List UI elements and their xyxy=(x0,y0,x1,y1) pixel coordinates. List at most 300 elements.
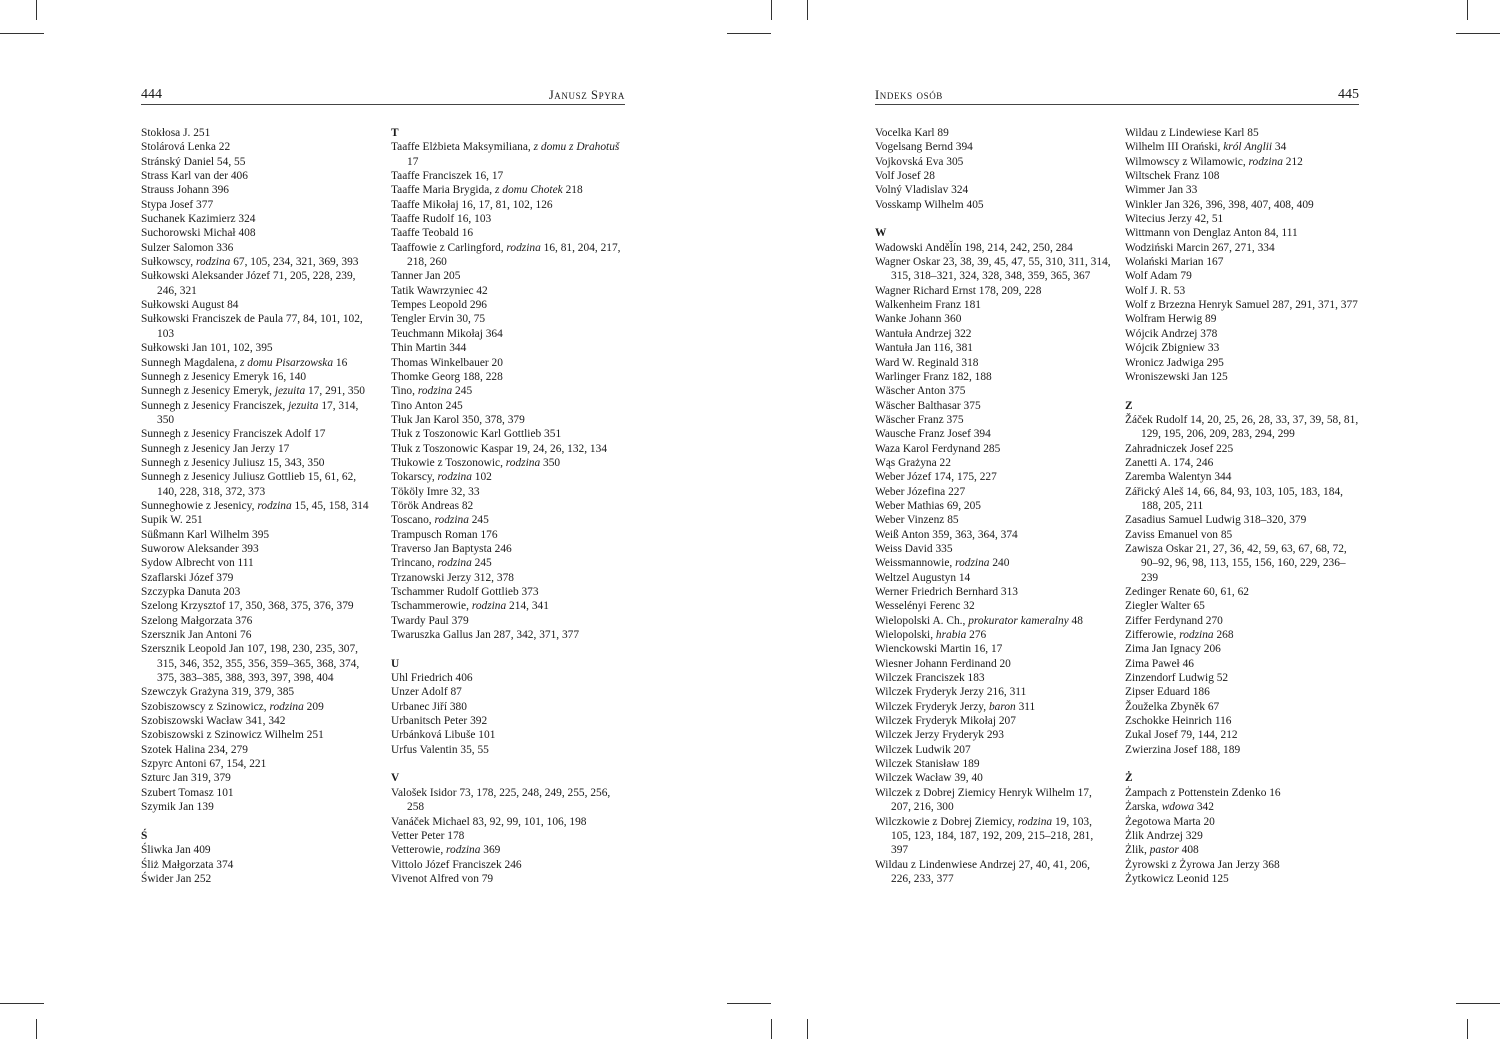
index-entry xyxy=(1125,155,1361,169)
entry-note: rodzina xyxy=(434,514,469,527)
entry-name: Sulzer Salomon 336 xyxy=(141,241,234,254)
entry-name: Vetterowie, xyxy=(391,844,447,857)
crop-mark xyxy=(807,1019,808,1039)
index-entry xyxy=(1125,542,1361,585)
index-entry xyxy=(1125,442,1361,456)
entry-name: Tököly Imre 32, 33 xyxy=(391,485,480,498)
index-entry xyxy=(1125,800,1361,814)
entry-name: Zářický Aleš 14, 66, 84, 93, 103, 105, 183, 184, 188, 205, 211 xyxy=(1125,485,1343,512)
entry-name: Weiss David 335 xyxy=(875,542,953,555)
index-entry xyxy=(141,312,377,341)
entry-name: Szaflarski Józef 379 xyxy=(141,571,234,584)
entry-name: Sunnegh z Jesenicy Emeryk 16, 140 xyxy=(141,370,307,383)
index-entry xyxy=(875,599,1111,613)
index-entry xyxy=(875,728,1111,742)
entry-name: Wielopolski, xyxy=(875,629,936,642)
index-entry xyxy=(391,399,627,413)
index-entry xyxy=(141,470,377,499)
index-entry xyxy=(391,470,627,484)
entry-name: Vivenot Alfred von 79 xyxy=(391,872,494,885)
entry-name: Wäscher Anton 375 xyxy=(875,385,966,398)
entry-name: Świder Jan 252 xyxy=(141,872,212,885)
entry-note: jezuita xyxy=(288,399,319,412)
index-entry xyxy=(1125,169,1361,183)
entry-name: Suchanek Kazimierz 324 xyxy=(141,213,256,226)
entry-name: Wesselényi Ferenc 32 xyxy=(875,600,975,613)
entry-name: Wilczek z Dobrej Ziemicy Henryk Wilhelm 17, 207, 216, 300 xyxy=(875,786,1092,814)
index-entry xyxy=(1125,241,1361,255)
entry-name: Thomke Georg 188, 228 xyxy=(391,370,503,383)
index-entry xyxy=(141,542,377,556)
section-letter: W xyxy=(875,227,887,240)
entry-name: Tanner Jan 205 xyxy=(391,270,461,283)
index-entry xyxy=(875,614,1111,628)
entry-name: Vanáček Michael 83, 92, 99, 101, 106, 198 xyxy=(391,815,587,828)
index-entry xyxy=(1125,312,1361,326)
entry-name: Twaruszka Gallus Jan 287, 342, 371, 377 xyxy=(391,629,580,642)
index-entry xyxy=(875,241,1111,255)
entry-note: rodzina xyxy=(437,471,472,484)
index-entry xyxy=(875,255,1111,284)
section-letter: U xyxy=(391,657,400,670)
entry-name: Szersznik Leopold Jan 107, 198, 230, 235, 307, 315, 346, 352, 355, 356, 359–365, 368, 374, 375, 383–385, 388, 393, 397, 398, 404 xyxy=(141,643,360,685)
entry-name: Sunnegh z Jesenicy Emeryk, xyxy=(141,385,275,398)
index-entry xyxy=(141,614,377,628)
index-column-3 xyxy=(875,126,1111,886)
entry-name: Urbanec Jiří 380 xyxy=(391,700,467,713)
entry-name: Szczypka Danuta 203 xyxy=(141,586,241,598)
index-entry xyxy=(875,528,1111,542)
entry-note: rodzina xyxy=(506,241,541,254)
index-entry xyxy=(391,456,627,470)
index-entry xyxy=(391,542,627,556)
entry-name: Urfus Valentin 35, 55 xyxy=(391,743,489,756)
entry-name: Stolárová Lenka 22 xyxy=(141,141,231,154)
crop-mark xyxy=(0,1003,44,1004)
index-entry xyxy=(391,241,627,270)
entry-name: Zawisza Oskar 21, 27, 36, 42, 59, 63, 67, 68, 72, 90–92, 96, 98, 113, 155, 156, 160, 229, 236–239 xyxy=(1125,542,1347,584)
index-entry xyxy=(1125,356,1361,370)
entry-note: rodzina xyxy=(446,844,481,857)
index-entry xyxy=(391,714,627,728)
index-entry xyxy=(875,155,1111,169)
index-entry xyxy=(1125,614,1361,628)
index-entry xyxy=(1125,628,1361,642)
entry-pages: 350 xyxy=(540,456,561,469)
index-entry xyxy=(141,728,377,742)
entry-note: baron xyxy=(988,700,1016,713)
entry-name: Wójcik Zbigniew 33 xyxy=(1125,342,1220,355)
index-entry xyxy=(141,169,377,183)
section-letter: Z xyxy=(1125,399,1133,412)
entry-note: rodzina xyxy=(195,256,231,269)
index-entry xyxy=(141,743,377,757)
entry-name: Sunneghowie z Jesenicy, xyxy=(141,499,258,512)
entry-name: Urbánková Libuše 101 xyxy=(391,729,496,742)
section-letter: T xyxy=(391,127,399,139)
index-column-2 xyxy=(391,126,627,886)
left-running-head xyxy=(141,86,625,105)
index-entry xyxy=(141,298,377,312)
index-entry xyxy=(875,126,1111,140)
entry-name: Wolfram Herwig 89 xyxy=(1125,313,1217,326)
entry-pages: 17, 291, 350 xyxy=(305,385,365,398)
index-entry xyxy=(141,399,377,428)
index-entry xyxy=(875,284,1111,298)
index-entry xyxy=(391,743,627,757)
entry-name: Wilczek Fryderyk Mikołaj 207 xyxy=(875,715,1016,728)
index-entry xyxy=(1125,743,1361,757)
index-entry xyxy=(391,140,627,169)
entry-name: Žouželka Zbyněk 67 xyxy=(1125,700,1220,713)
index-entry xyxy=(141,140,377,154)
entry-name: Sunnegh z Jesenicy Franciszek Adolf 17 xyxy=(141,428,326,441)
entry-pages: 19, 103, 105, 123, 184, 187, 192, 209, 215–218, 281, 397 xyxy=(891,815,1094,857)
entry-name: Tokarscy, xyxy=(391,471,438,484)
entry-name: Toscano, xyxy=(391,514,435,527)
entry-pages: 15, 45, 158, 314 xyxy=(291,499,369,512)
index-entry xyxy=(1125,700,1361,714)
entry-name: Wielopolski A. Ch., xyxy=(875,614,969,627)
index-entry xyxy=(875,757,1111,771)
entry-name: Zedinger Renate 60, 61, 62 xyxy=(1125,586,1249,598)
index-entry xyxy=(141,198,377,212)
entry-name: Ward W. Reginald 318 xyxy=(875,356,979,369)
index-entry xyxy=(391,528,627,542)
entry-name: Süßmann Karl Wilhelm 395 xyxy=(141,528,270,541)
entry-name: Weber Józefina 227 xyxy=(875,485,966,498)
index-entry xyxy=(875,169,1111,183)
entry-name: Weltzel Augustyn 14 xyxy=(875,571,971,584)
entry-name: Żyrowski z Żyrowa Jan Jerzy 368 xyxy=(1125,858,1280,871)
index-entry xyxy=(141,628,377,642)
entry-pages: 369 xyxy=(480,844,501,857)
index-entry xyxy=(391,269,627,283)
index-entry xyxy=(141,384,377,398)
entry-name: Tempes Leopold 296 xyxy=(391,299,488,312)
entry-name: Walkenheim Franz 181 xyxy=(875,299,981,312)
index-entry xyxy=(875,858,1111,887)
index-entry xyxy=(1125,728,1361,742)
entry-name: Weber Mathias 69, 205 xyxy=(875,499,982,512)
entry-pages: 16 xyxy=(333,356,348,369)
entry-pages: 218 xyxy=(562,184,583,197)
entry-name: Teuchmann Mikołaj 364 xyxy=(391,327,503,340)
entry-name: Tłukowie z Toszonowic, xyxy=(391,456,506,469)
entry-note: z domu Pisarzowska xyxy=(240,356,334,369)
entry-name: Zinzendorf Ludwig 52 xyxy=(1125,672,1229,685)
entry-name: Zanetti A. 174, 246 xyxy=(1125,456,1214,469)
entry-name: Zaremba Walentyn 344 xyxy=(1125,471,1232,484)
index-entry xyxy=(141,183,377,197)
index-entry xyxy=(391,370,627,384)
index-entry xyxy=(875,427,1111,441)
index-entry xyxy=(1125,671,1361,685)
index-entry xyxy=(141,843,377,857)
index-entry xyxy=(141,757,377,771)
right-page-number: 445 xyxy=(1338,87,1359,102)
entry-name: Volf Josef 28 xyxy=(875,170,935,183)
entry-note: prokurator kameralny xyxy=(968,614,1069,627)
entry-name: Zasadius Samuel Ludwig 318–320, 379 xyxy=(1125,514,1307,527)
entry-name: Weber Vinzenz 85 xyxy=(875,514,959,527)
entry-pages: 245 xyxy=(468,514,489,527)
index-entry xyxy=(875,456,1111,470)
left-page-number: 444 xyxy=(141,87,162,102)
entry-name: Stokłosa J. 251 xyxy=(141,127,211,139)
index-entry xyxy=(141,126,377,140)
index-entry xyxy=(875,743,1111,757)
entry-name: Supik W. 251 xyxy=(141,514,203,527)
section-letter: Ś xyxy=(141,829,148,842)
index-entry xyxy=(1125,815,1361,829)
entry-name: Trampusch Roman 176 xyxy=(391,528,498,541)
entry-name: Unzer Adolf 87 xyxy=(391,686,462,699)
entry-name: Weiß Anton 359, 363, 364, 374 xyxy=(875,528,1018,541)
entry-name: Sunnegh z Jesenicy Jan Jerzy 17 xyxy=(141,442,290,455)
crop-mark xyxy=(1467,1019,1468,1039)
entry-name: Szelong Krzysztof 17, 350, 368, 375, 376, 379 xyxy=(141,600,354,613)
index-entry xyxy=(141,872,377,886)
entry-note: jezuita xyxy=(274,385,306,398)
entry-name: Szpyrc Antoni 67, 154, 221 xyxy=(141,758,267,771)
index-entry xyxy=(391,183,627,197)
entry-note: z domu z Drahotuš xyxy=(533,141,620,154)
entry-name: Zwierzina Josef 188, 189 xyxy=(1125,743,1241,756)
index-entry xyxy=(141,642,377,685)
index-entry xyxy=(1125,255,1361,269)
entry-name: Wittmann von Denglaz Anton 84, 111 xyxy=(1125,227,1298,240)
entry-name: Valošek Isidor 73, 178, 225, 248, 249, 255, 256, 258 xyxy=(391,786,611,814)
index-entry xyxy=(1125,226,1361,240)
entry-name: Taaffe Rudolf 16, 103 xyxy=(391,213,492,226)
index-entry xyxy=(875,499,1111,513)
index-entry xyxy=(391,384,627,398)
index-entry xyxy=(141,786,377,800)
entry-note: rodzina xyxy=(417,385,453,398)
crop-mark xyxy=(771,1019,772,1039)
entry-note: rodzina xyxy=(437,557,472,570)
entry-name: Taaffowie z Carlingford, xyxy=(391,241,507,254)
index-column-4 xyxy=(1125,126,1361,886)
crop-mark xyxy=(727,1003,771,1004)
entry-name: Wildau z Lindewiese Karl 85 xyxy=(1125,127,1259,139)
index-entry xyxy=(391,700,627,714)
index-entry xyxy=(141,356,377,370)
crop-mark xyxy=(771,0,772,20)
entry-name: Śliż Małgorzata 374 xyxy=(141,858,234,871)
index-entry xyxy=(875,556,1111,570)
index-entry xyxy=(875,470,1111,484)
index-entry xyxy=(391,212,627,226)
index-entry xyxy=(141,800,377,814)
entry-name: Zipser Eduard 186 xyxy=(1125,686,1210,699)
entry-name: Wąs Grażyna 22 xyxy=(875,456,951,469)
entry-pages: 268 xyxy=(1213,629,1234,642)
entry-name: Sunnegh z Jesenicy Juliusz 15, 343, 350 xyxy=(141,456,325,469)
crop-mark xyxy=(1456,1003,1500,1004)
index-entry xyxy=(1125,528,1361,542)
entry-name: Tino, xyxy=(391,385,418,398)
entry-name: Szobiszowscy z Szinowicz, xyxy=(141,700,270,713)
entry-name: Strauss Johann 396 xyxy=(141,184,229,197)
index-entry xyxy=(391,499,627,513)
entry-note: rodzina xyxy=(955,557,990,570)
index-entry xyxy=(141,599,377,613)
entry-name: Tengler Ervin 30, 75 xyxy=(391,313,486,326)
entry-name: Wilczek Franciszek 183 xyxy=(875,672,985,685)
entry-name: Wäscher Franz 375 xyxy=(875,413,964,426)
index-entry xyxy=(391,485,627,499)
index-entry xyxy=(391,413,627,427)
entry-name: Suworow Aleksander 393 xyxy=(141,542,259,555)
entry-name: Sydow Albrecht von 111 xyxy=(141,557,254,570)
index-entry xyxy=(1125,872,1361,886)
entry-name: Wilhelm III Orański, xyxy=(1125,141,1224,154)
index-entry xyxy=(1125,714,1361,728)
entry-name: Tatik Wawrzyniec 42 xyxy=(391,284,488,297)
entry-name: Wilczek Fryderyk Jerzy 216, 311 xyxy=(875,686,1027,699)
index-entry xyxy=(391,599,627,613)
entry-name: Tino Anton 245 xyxy=(391,399,463,412)
entry-name: Vetter Peter 178 xyxy=(391,829,465,842)
index-entry xyxy=(141,269,377,298)
index-entry xyxy=(391,226,627,240)
entry-pages: 342 xyxy=(1193,801,1214,814)
crop-mark xyxy=(36,1019,37,1039)
entry-name: Stypa Josef 377 xyxy=(141,198,214,211)
entry-name: Sunnegh z Jesenicy Franciszek, xyxy=(141,399,289,412)
index-entry xyxy=(875,700,1111,714)
index-entry xyxy=(391,585,627,599)
entry-name: Żlik Andrzej 329 xyxy=(1125,829,1203,842)
index-entry xyxy=(1125,829,1361,843)
entry-name: Wantuła Jan 116, 381 xyxy=(875,342,973,355)
index-entry xyxy=(141,571,377,585)
index-entry xyxy=(1125,183,1361,197)
entry-note: rodzina xyxy=(1017,815,1053,828)
entry-name: Sułkowski Jan 101, 102, 395 xyxy=(141,342,273,355)
entry-name: Thomas Winkelbauer 20 xyxy=(391,356,503,369)
index-entry xyxy=(875,384,1111,398)
index-entry xyxy=(1125,198,1361,212)
left-running-title: Janusz Spyra xyxy=(548,88,625,102)
entry-name: Wolf Adam 79 xyxy=(1125,270,1192,283)
entry-name: Vittolo Józef Franciszek 246 xyxy=(391,858,522,871)
entry-name: Szotek Halina 234, 279 xyxy=(141,743,248,756)
entry-name: Thin Martin 344 xyxy=(391,342,467,355)
entry-name: Urbanitsch Peter 392 xyxy=(391,715,488,728)
index-entry xyxy=(875,356,1111,370)
index-entry xyxy=(141,714,377,728)
entry-name: Wolf J. R. 53 xyxy=(1125,284,1186,297)
index-entry xyxy=(875,298,1111,312)
index-entry xyxy=(1125,657,1361,671)
index-entry xyxy=(391,312,627,326)
entry-note: wdowa xyxy=(1161,801,1194,814)
entry-name: Szelong Małgorzata 376 xyxy=(141,614,253,627)
entry-name: Wimmer Jan 33 xyxy=(1125,184,1198,197)
entry-name: Zschokke Heinrich 116 xyxy=(1125,715,1232,728)
index-entry xyxy=(1125,585,1361,599)
entry-note: rodzina xyxy=(269,700,304,713)
index-entry xyxy=(391,614,627,628)
index-entry xyxy=(875,642,1111,656)
entry-name: Žáček Rudolf 14, 20, 25, 26, 28, 33, 37, 39, 58, 81, 129, 195, 206, 209, 283, 294, 299 xyxy=(1125,413,1359,441)
entry-note: rodzina xyxy=(471,600,507,613)
index-entry xyxy=(875,657,1111,671)
index-entry xyxy=(1125,298,1361,312)
entry-pages: 311 xyxy=(1015,700,1036,713)
index-entry xyxy=(141,685,377,699)
entry-name: Wodziński Marcin 267, 271, 334 xyxy=(1125,241,1275,254)
entry-name: Sunnegh Magdalena, xyxy=(141,356,241,369)
index-entry xyxy=(875,327,1111,341)
index-entry xyxy=(141,370,377,384)
entry-name: Vocelka Karl 89 xyxy=(875,127,949,139)
index-entry xyxy=(875,786,1111,815)
entry-name: Traverso Jan Baptysta 246 xyxy=(391,542,512,555)
entry-name: Zifferowie, xyxy=(1125,629,1180,642)
index-entry xyxy=(141,771,377,785)
index-entry xyxy=(391,341,627,355)
index-entry xyxy=(141,255,377,269)
index-entry xyxy=(391,571,627,585)
entry-name: Wagner Richard Ernst 178, 209, 228 xyxy=(875,284,1042,297)
entry-name: Tłuk Jan Karol 350, 378, 379 xyxy=(391,413,525,426)
index-entry xyxy=(141,499,377,513)
entry-name: Wilczek Ludwik 207 xyxy=(875,743,971,756)
entry-name: Sułkowski August 84 xyxy=(141,299,239,312)
index-entry xyxy=(875,671,1111,685)
entry-pages: 17, 314, 350 xyxy=(157,399,359,426)
entry-name: Sułkowscy, xyxy=(141,256,196,269)
index-entry xyxy=(141,858,377,872)
entry-name: Vojkovská Eva 305 xyxy=(875,155,964,168)
entry-name: Winkler Jan 326, 396, 398, 407, 408, 409 xyxy=(1125,198,1314,211)
index-entry xyxy=(1125,327,1361,341)
entry-name: Tłuk z Toszonowic Kaspar 19, 24, 26, 132, 134 xyxy=(391,442,608,455)
entry-name: Wilczek Fryderyk Jerzy, xyxy=(875,700,989,713)
entry-name: Wilczek Jerzy Fryderyk 293 xyxy=(875,729,1004,742)
index-entry xyxy=(141,442,377,456)
entry-name: Uhl Friedrich 406 xyxy=(391,672,473,685)
entry-name: Wadowski Anděl̆ín 198, 214, 242, 250, 284 xyxy=(875,241,1073,254)
index-entry xyxy=(391,815,627,829)
index-entry xyxy=(875,513,1111,527)
entry-name: Żampach z Pottenstein Zdenko 16 xyxy=(1125,786,1281,799)
index-entry xyxy=(391,327,627,341)
entry-name: Wronicz Jadwiga 295 xyxy=(1125,356,1224,369)
index-entry xyxy=(1125,685,1361,699)
entry-name: Stránský Daniel 54, 55 xyxy=(141,155,246,168)
entry-name: Taaffe Mikołaj 16, 17, 81, 102, 126 xyxy=(391,198,553,211)
entry-name: Wroniszewski Jan 125 xyxy=(1125,370,1228,383)
index-entry xyxy=(391,872,627,886)
entry-name: Szersznik Jan Antoni 76 xyxy=(141,629,252,642)
entry-pages: 67, 105, 234, 321, 369, 393 xyxy=(230,256,359,269)
entry-name: Trzanowski Jerzy 312, 378 xyxy=(391,571,514,584)
index-entry xyxy=(391,728,627,742)
entry-name: Taaffe Elżbieta Maksymiliana, xyxy=(391,141,534,154)
index-entry xyxy=(1125,413,1361,442)
entry-name: Werner Friedrich Bernhard 313 xyxy=(875,586,1018,598)
index-entry xyxy=(1125,341,1361,355)
index-entry xyxy=(391,671,627,685)
entry-note: z domu Chotek xyxy=(495,184,563,197)
entry-name: Zahradniczek Josef 225 xyxy=(1125,442,1234,455)
entry-name: Tłuk z Toszonowic Karl Gottlieb 351 xyxy=(391,428,562,441)
